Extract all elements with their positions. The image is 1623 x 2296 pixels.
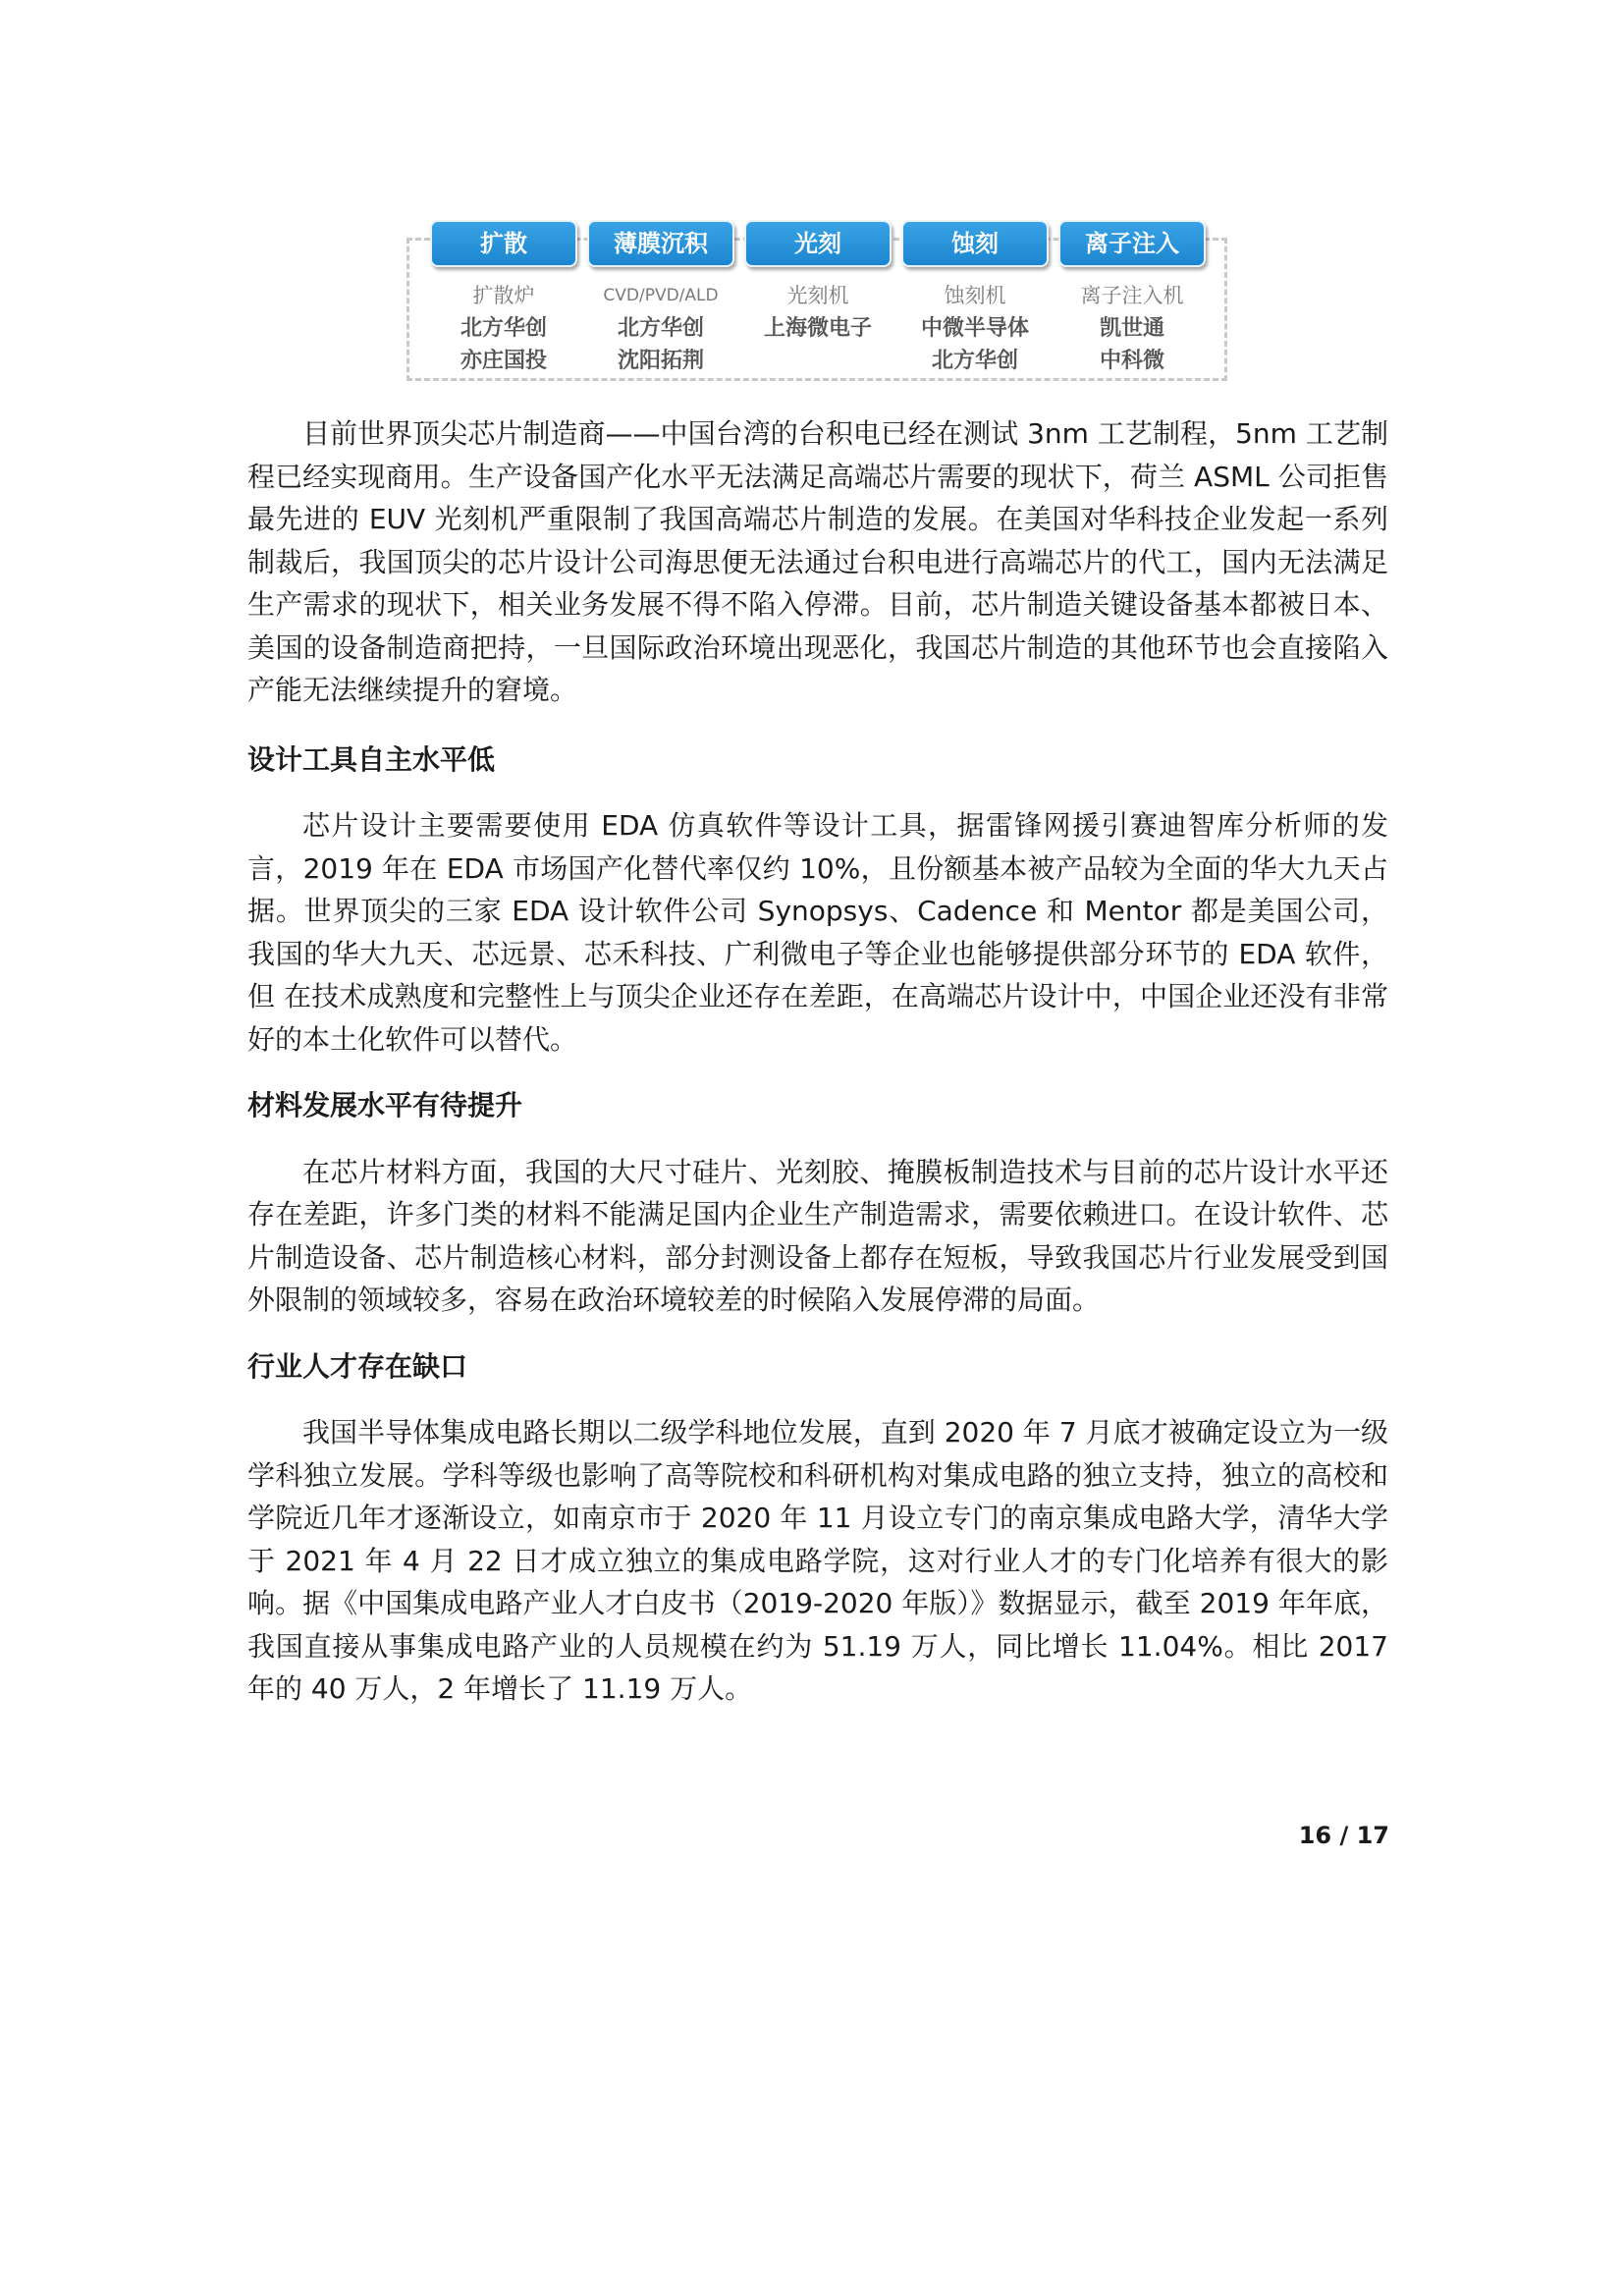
stage-label: 光刻	[744, 220, 892, 267]
stage-company: 亦庄国投	[460, 349, 547, 373]
stage-company: 凯世通	[1099, 316, 1164, 341]
stage-company: 北方华创	[460, 316, 547, 341]
stage-equipment: 离子注入机	[1080, 284, 1184, 307]
stage-equipment: 光刻机	[786, 284, 849, 307]
paragraph: 目前世界顶尖芯片制造商——中国台湾的台积电已经在测试 3nm 工艺制程，5nm 工艺制程已经实现商用。生产设备国产化水平无法满足高端芯片需要的现状下，荷兰 ASML 公司拒售最先进的 EUV 光刻机严重限制了我国高端芯片制造的发展。在美国对华科技企业发起一系列制裁后，我国顶尖的芯片设计公司海思便无法通过台积电进行高端芯片的代工，国内无法满足生产需求的现状下，相关业务发展不得不陷入停滞。目前，芯片制造关键设备基本都被日本、美国的设备制造商把持，一旦国际政治环境出现恶化，我国芯片制造的其他环节也会直接陷入产能无法继续提升的窘境。	[247, 417, 1388, 706]
paragraph: 芯片设计主要需要使用 EDA 仿真软件等设计工具，据雷锋网援引赛迪智库分析师的发言，2019 年在 EDA 市场国产化替代率仅约 10%，且份额基本被产品较为全面的华大九天占据。世界顶尖的三家 EDA 设计软件公司 Synopsys、Cadence 和 Mentor 都是美国公司，我国的华大九天、芯远景、芯禾科技、广利微电子等企业也能够提供部分环节的 EDA 软件，但 在技术成熟度和完整性上与顶尖企业还存在差距，在高端芯片设计中，中国企业还没有非常好的本土化软件可以替代。	[247, 809, 1388, 1056]
stage-equipment: CVD/PVD/ALD	[603, 286, 719, 305]
stage-equipment: 扩散炉	[472, 284, 535, 307]
stage-company: 上海微电子	[763, 316, 872, 341]
page-number: 16 / 17	[1298, 1822, 1389, 1849]
stage-company: 中科微	[1099, 349, 1164, 373]
stage-label: 蚀刻	[901, 220, 1049, 267]
stage-company: 中微半导体	[920, 316, 1029, 341]
stage-diffusion	[430, 220, 577, 375]
stage-company: 沈阳拓荆	[617, 349, 704, 373]
document-body	[247, 412, 1388, 1711]
stage-equipment: 蚀刻机	[944, 284, 1006, 307]
stage-label: 离子注入	[1058, 220, 1206, 267]
stage-ion-implantation	[1058, 220, 1206, 375]
process-diagram	[406, 220, 1231, 383]
stage-company: 北方华创	[617, 316, 704, 341]
section-heading: 材料发展水平有待提升	[247, 1089, 523, 1121]
stage-thin-film-deposition	[587, 220, 734, 375]
stage-lithography	[744, 220, 892, 343]
section-heading: 行业人才存在缺口	[247, 1349, 468, 1383]
paragraph: 我国半导体集成电路长期以二级学科地位发展，直到 2020 年 7 月底才被确定设立为一级学科独立发展。学科等级也影响了高等院校和科研机构对集成电路的独立支持，独立的高校和学院近几年才逐渐设立，如南京市于 2020 年 11 月设立专门的南京集成电路大学，清华大学于 2021 年 4 月 22 日才成立独立的集成电路学院，这对行业人才的专门化培养有很大的影响。据《中国集成电路产业人才白皮书（2019-2020 年版）》数据显示，截至 2019 年年底，我国直接从事集成电路产业的人员规模在约为 51.19 万人，同比增长 11.04%。相比 2017 年的 40 万人，2 年增长了 11.19 万人。	[247, 1416, 1388, 1705]
stage-label: 薄膜沉积	[587, 220, 734, 267]
stage-company: 北方华创	[931, 349, 1018, 373]
section-heading: 设计工具自主水平低	[247, 742, 496, 776]
stage-etching	[901, 220, 1049, 375]
paragraph: 在芯片材料方面，我国的大尺寸硅片、光刻胶、掩膜板制造技术与目前的芯片设计水平还存在差距，许多门类的材料不能满足国内企业生产制造需求，需要依赖进口。在设计软件、芯片制造设备、芯片制造核心材料，部分封测设备上都存在短板，导致我国芯片行业发展受到国外限制的领域较多，容易在政治环境较差的时候陷入发展停滞的局面。	[247, 1155, 1388, 1316]
stage-label: 扩散	[430, 220, 577, 267]
